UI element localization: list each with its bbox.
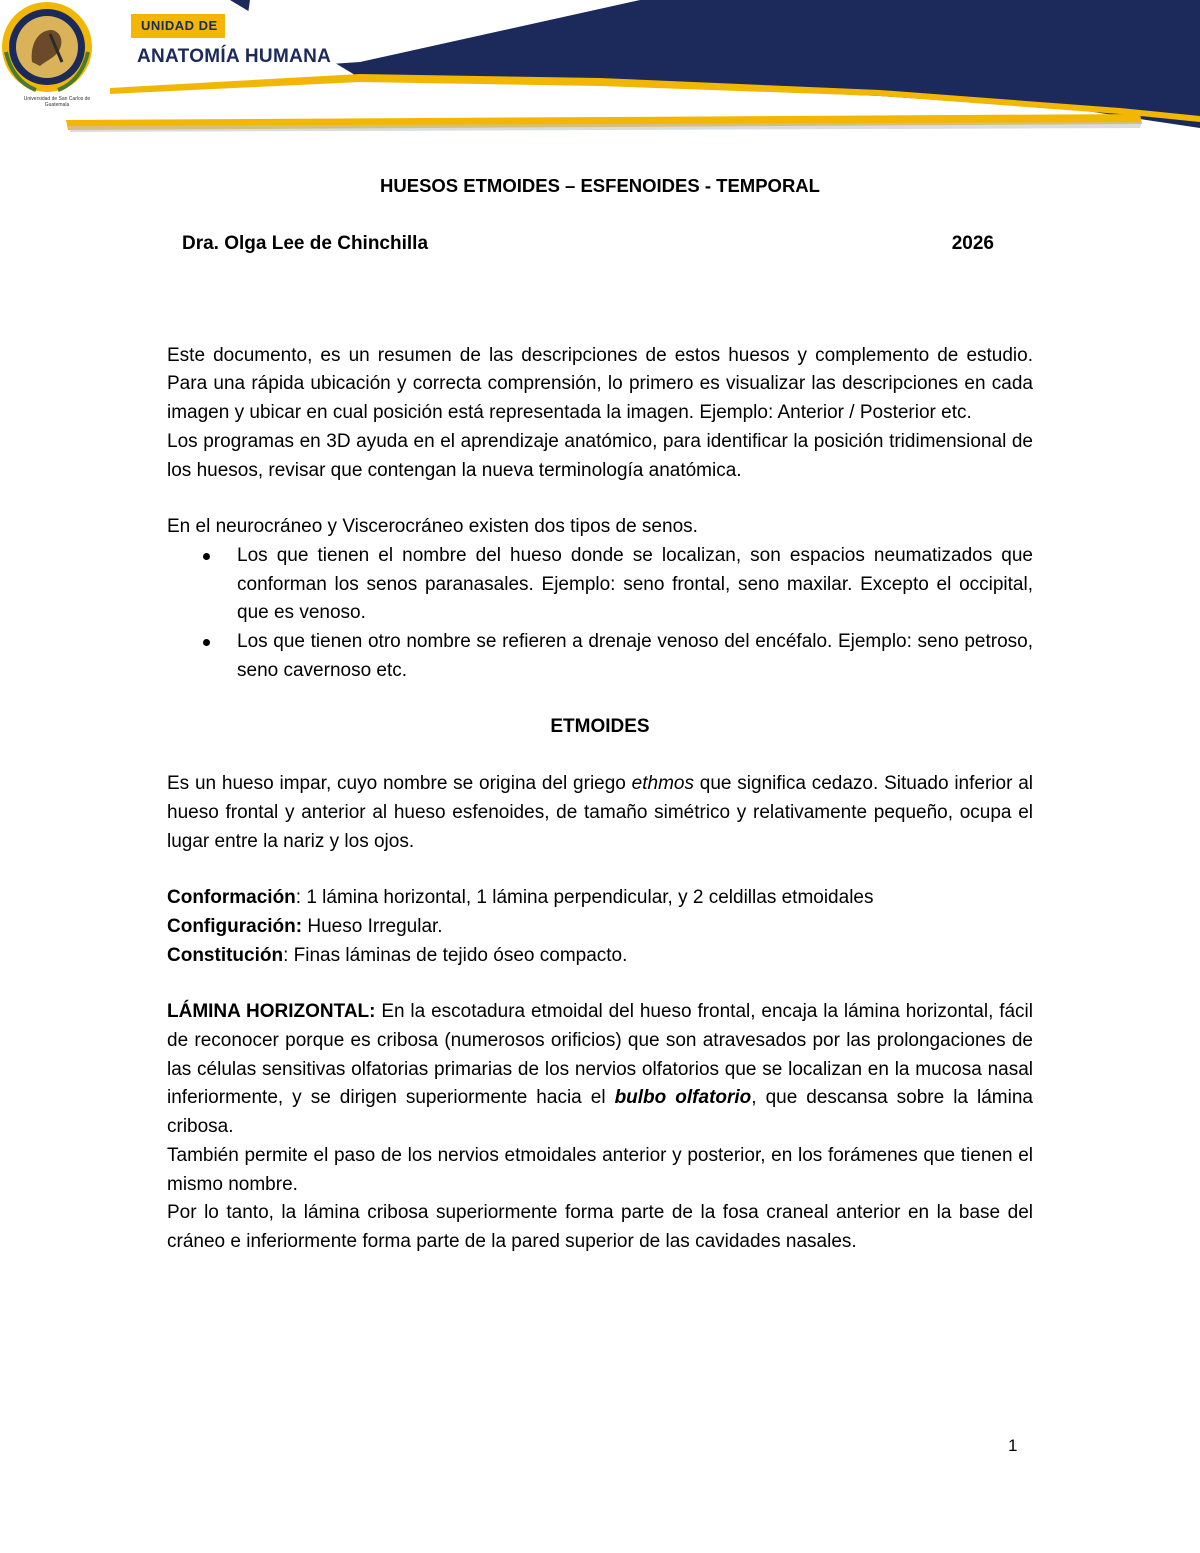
intro-3d-paragraph: Los programas en 3D ayuda en el aprendizaje anatómico, para identificar la posición tridimensional de los huesos, revisar que contengan la nueva terminología anatómica. <box>167 430 1033 481</box>
configuracion-label: Configuración: <box>167 915 303 937</box>
university-seal-logo <box>0 0 94 94</box>
senos-intro: En el neurocráneo y Viscerocráneo existen dos tipos de senos. <box>167 516 698 538</box>
document-year: 2026 <box>951 233 994 254</box>
senos-list <box>167 542 1033 686</box>
page-number: 1 <box>1008 1436 1018 1455</box>
configuracion-line <box>167 913 1033 942</box>
unit-label-big: ANATOMÍA HUMANA <box>137 46 332 67</box>
lamina-text-a: En la escotadura etmoidal del hueso frontal, encaja la lámina horizontal, fácil de reconocer porque es cribosa (numerosos orificios) que son atravesados por las prolongaciones de las células sensitivas olfatorias primarias de los nervios olfatorios que se localizan en la mucosa nasal inferiormente, y se dirigen superiormente hacia el <box>167 1001 1033 1109</box>
etm-greek-term: ethmos <box>631 773 694 795</box>
author-row <box>182 230 994 259</box>
constitucion-line <box>167 942 1033 971</box>
constitucion-text: : Finas láminas de tejido óseo compacto. <box>283 944 628 966</box>
conformacion-text: : 1 lámina horizontal, 1 lámina perpendicular, y 2 celdillas etmoidales <box>295 887 874 909</box>
author-name: Dra. Olga Lee de Chinchilla <box>182 233 429 254</box>
document-body <box>167 172 1033 1257</box>
lamina-horizontal-label: LÁMINA HORIZONTAL: <box>167 1001 376 1023</box>
list-item: Los que tienen el nombre del hueso donde se localizan, son espacios neumatizados que conforman los senos paranasales. Ejemplo: seno frontal, seno maxilar. Excepto el occipital, que es venoso. <box>237 542 1033 628</box>
lamina-text-b: , que descansa sobre la lámina cribosa. <box>167 1087 1033 1138</box>
configuracion-text: Hueso Irregular. <box>302 915 443 937</box>
section-title-etmoides: ETMOIDES <box>550 716 650 738</box>
lamina-paragraph-2: También permite el paso de los nervios etmoidales anterior y posterior, en los forámenes que tienen el mismo nombre. <box>167 1144 1033 1195</box>
unit-label-small: UNIDAD DE <box>131 14 225 38</box>
etm-text-a: Es un hueso impar, cuyo nombre se origina del griego <box>167 773 632 795</box>
lamina-paragraph-3: Por lo tanto, la lámina cribosa superiormente forma parte de la fosa craneal anterior en la base del cráneo e inferiormente forma parte de la pared superior de las cavidades nasales. <box>167 1202 1033 1252</box>
document-title: HUESOS ETMOIDES – ESFENOIDES - TEMPORAL <box>380 175 820 196</box>
etmoides-paragraph <box>167 770 1033 856</box>
logo-caption: Universidad de San Carlos de Guatemala <box>23 96 91 108</box>
bulbo-olfatorio-term: bulbo olfatorio <box>614 1087 752 1109</box>
list-item: Los que tienen otro nombre se refieren a drenaje venoso del encéfalo. Ejemplo: seno petroso, seno cavernoso etc. <box>237 628 1033 685</box>
etm-text-b: que significa cedazo. Situado inferior al hueso frontal y anterior al hueso esfenoides, de tamaño simétrico y relativamente pequeño, ocupa el lugar entre la nariz y los ojos. <box>167 773 1033 852</box>
lamina-horizontal-paragraph <box>167 998 1033 1142</box>
conformacion-label: Conformación <box>167 887 296 909</box>
document-header <box>0 0 1200 140</box>
intro-paragraph: Este documento, es un resumen de las descripciones de estos huesos y complemento de estudio. Para una rápida ubicación y correcta comprensión, lo primero es visualizar las descripciones en cada imagen y ubicar en cual posición está representada la imagen. Ejemplo: Anterior / Posterior etc. <box>167 344 1033 424</box>
conformacion-line <box>167 884 1033 913</box>
constitucion-label: Constitución <box>167 944 284 966</box>
